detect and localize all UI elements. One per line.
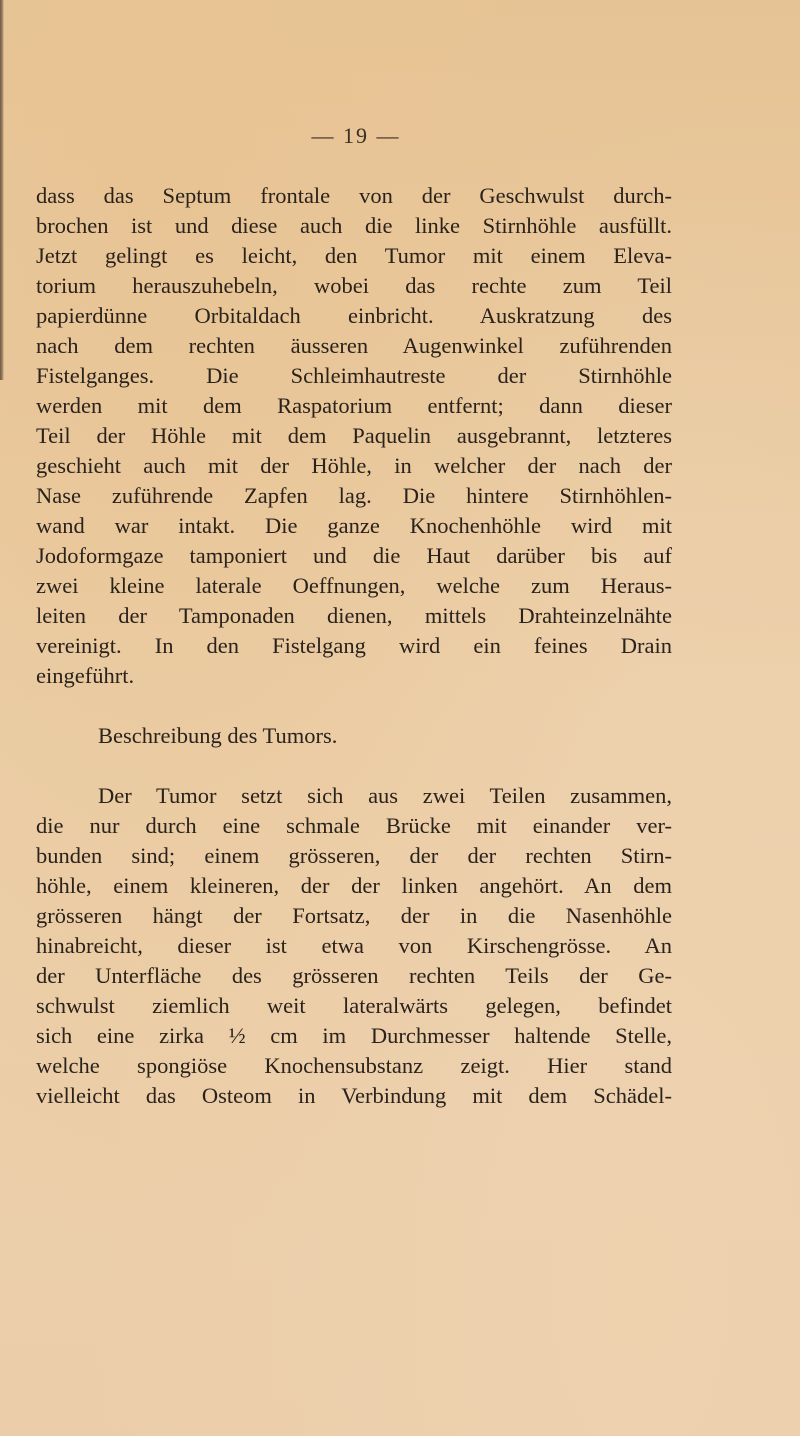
section-heading: Beschreibung des Tumors. bbox=[98, 723, 338, 748]
text-line: nach dem rechten äusseren Augenwinkel zuführenden bbox=[36, 333, 672, 358]
body-text bbox=[36, 181, 672, 1111]
text-line: Fistelganges. Die Schleimhautreste der Stirnhöhle bbox=[36, 363, 672, 388]
text-line: bunden sind; einem grösseren, der der rechten Stirn- bbox=[36, 843, 672, 868]
text-line: papierdünne Orbitaldach einbricht. Auskratzung des bbox=[36, 303, 672, 328]
text-line: werden mit dem Raspatorium entfernt; dann dieser bbox=[36, 393, 672, 418]
text-line: der Unterfläche des grösseren rechten Teils der Ge- bbox=[36, 963, 672, 988]
text-line: grösseren hängt der Fortsatz, der in die Nasenhöhle bbox=[36, 903, 672, 928]
paragraph-tumor-description bbox=[36, 781, 672, 1111]
text-line: vielleicht das Osteom in Verbindung mit dem Schädel- bbox=[36, 1083, 672, 1108]
text-line: sich eine zirka ½ cm im Durchmesser haltende Stelle, bbox=[36, 1023, 672, 1048]
text-line: Nase zuführende Zapfen lag. Die hintere Stirnhöhlen- bbox=[36, 483, 672, 508]
text-line: schwulst ziemlich weit lateralwärts gelegen, befindet bbox=[36, 993, 672, 1018]
text-line: welche spongiöse Knochensubstanz zeigt. Hier stand bbox=[36, 1053, 672, 1078]
text-line: eingeführt. bbox=[36, 663, 135, 688]
text-line: dass das Septum frontale von der Geschwulst durch- bbox=[36, 183, 672, 208]
text-line: zwei kleine laterale Oeffnungen, welche zum Heraus- bbox=[36, 573, 672, 598]
page-number: — 19 — bbox=[311, 123, 401, 148]
text-line: geschieht auch mit der Höhle, in welcher der nach der bbox=[36, 453, 672, 478]
text-line: Teil der Höhle mit dem Paquelin ausgebrannt, letzteres bbox=[36, 423, 672, 448]
text-line: vereinigt. In den Fistelgang wird ein feines Drain bbox=[36, 633, 672, 658]
text-line: hinabreicht, dieser ist etwa von Kirschengrösse. An bbox=[36, 933, 672, 958]
text-line: Der Tumor setzt sich aus zwei Teilen zusammen, bbox=[98, 783, 672, 808]
text-line: Jodoformgaze tamponiert und die Haut darüber bis auf bbox=[36, 543, 672, 568]
page-binding-edge bbox=[0, 0, 4, 380]
paragraph-surgery bbox=[36, 181, 672, 691]
text-line: Jetzt gelingt es leicht, den Tumor mit einem Eleva- bbox=[36, 243, 672, 268]
text-line: höhle, einem kleineren, der der linken angehört. An dem bbox=[36, 873, 672, 898]
text-line: torium herauszuhebeln, wobei das rechte zum Teil bbox=[36, 273, 672, 298]
text-line: die nur durch eine schmale Brücke mit einander ver- bbox=[36, 813, 672, 838]
text-line: brochen ist und diese auch die linke Stirnhöhle ausfüllt. bbox=[36, 213, 672, 238]
text-line: wand war intakt. Die ganze Knochenhöhle wird mit bbox=[36, 513, 672, 538]
text-line: leiten der Tamponaden dienen, mittels Drahteinzelnähte bbox=[36, 603, 672, 628]
